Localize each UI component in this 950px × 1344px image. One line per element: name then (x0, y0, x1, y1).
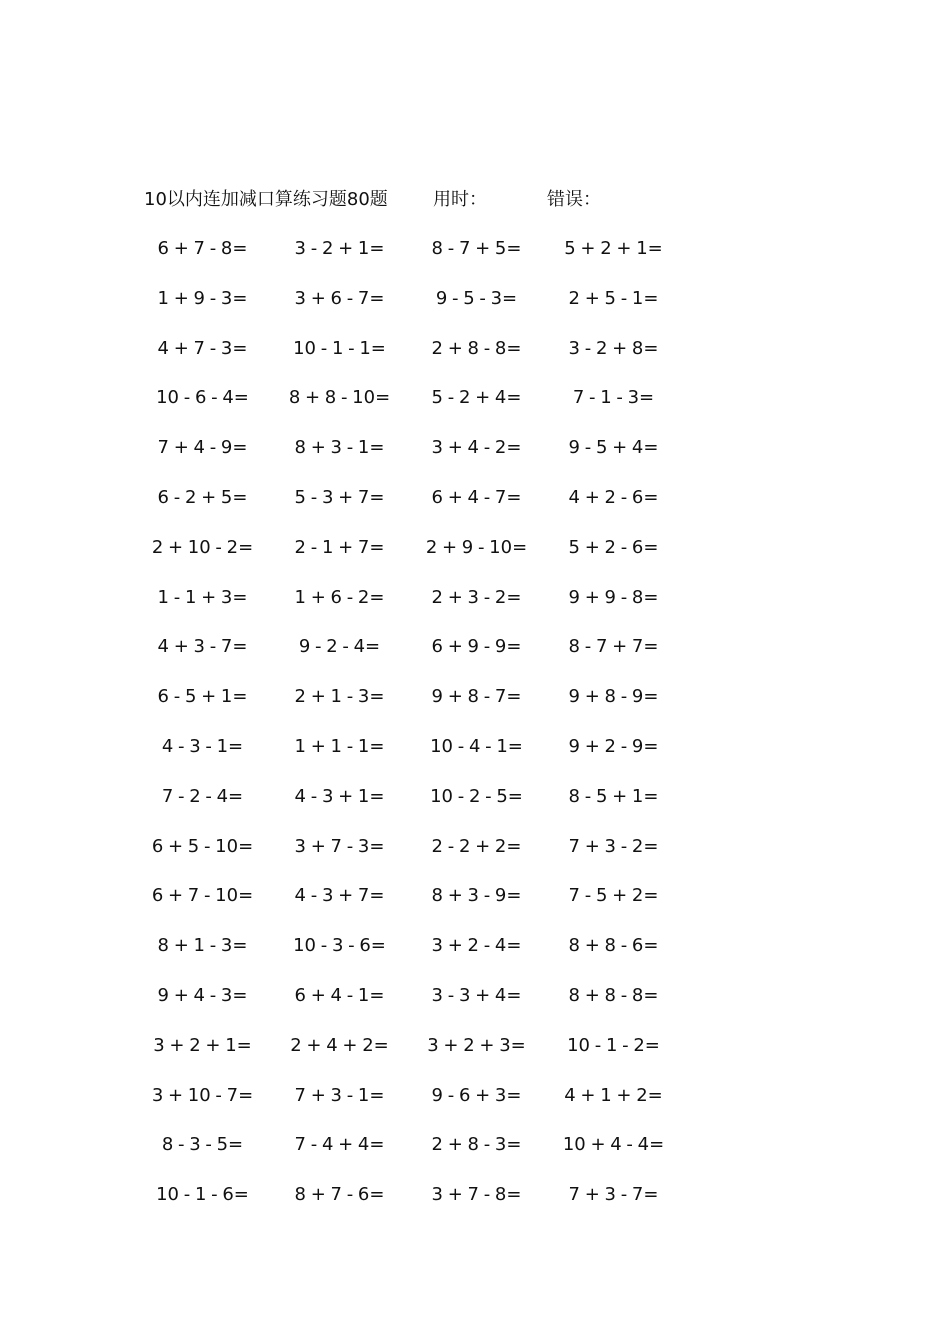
problem-row (130, 286, 690, 336)
problem-item: 2 + 9 - 10= (425, 536, 528, 558)
problem-item: 4 - 3 + 7= (294, 885, 385, 907)
problem-row (130, 435, 690, 485)
problem-item: 4 - 3 - 1= (161, 735, 244, 757)
problem-item: 5 - 2 + 4= (431, 387, 522, 409)
problem-row (130, 535, 690, 585)
problem-item: 10 - 4 - 1= (430, 735, 523, 757)
problem-row (130, 236, 690, 286)
problem-item: 9 - 6 + 3= (431, 1084, 522, 1106)
problem-item: 6 + 4 - 1= (294, 984, 385, 1006)
problem-item: 10 - 1 - 2= (567, 1034, 660, 1056)
problem-item: 9 - 5 - 3= (435, 287, 518, 309)
problem-item: 4 + 7 - 3= (157, 337, 248, 359)
problem-row (130, 684, 690, 734)
problem-item: 7 + 3 - 2= (568, 835, 659, 857)
problem-item: 6 - 5 + 1= (157, 686, 248, 708)
problem-item: 7 + 3 - 1= (294, 1084, 385, 1106)
problem-item: 5 + 2 + 1= (564, 238, 663, 259)
problem-item: 1 + 9 - 3= (157, 287, 248, 309)
problem-item: 2 + 3 - 2= (431, 586, 522, 608)
problem-item: 2 + 4 + 2= (290, 1034, 389, 1056)
time-used-label: 用时： (433, 189, 487, 210)
problem-item: 4 - 3 + 1= (294, 785, 385, 807)
problem-row (130, 336, 690, 386)
problem-row (130, 385, 690, 435)
problem-row (130, 734, 690, 784)
problem-row (130, 1083, 690, 1133)
problem-item: 9 + 4 - 3= (157, 984, 248, 1006)
problem-item: 8 + 3 - 9= (431, 885, 522, 907)
problem-item: 6 + 9 - 9= (431, 636, 522, 658)
problem-item: 5 + 2 - 6= (568, 536, 659, 558)
problem-item: 9 + 2 - 9= (568, 735, 659, 757)
problem-item: 3 + 10 - 7= (151, 1084, 254, 1106)
problem-row (130, 784, 690, 834)
problem-item: 8 - 5 + 1= (568, 785, 659, 807)
problem-item: 6 + 5 - 10= (151, 835, 254, 857)
problem-item: 9 - 2 - 4= (298, 636, 381, 658)
problem-item: 6 + 7 - 8= (157, 238, 248, 259)
problem-item: 3 - 2 + 1= (294, 238, 385, 259)
problem-item: 7 + 4 - 9= (157, 437, 248, 459)
problem-item: 8 + 3 - 1= (294, 437, 385, 459)
problem-item: 9 + 9 - 8= (568, 586, 659, 608)
problem-row (130, 634, 690, 684)
problem-item: 1 - 1 + 3= (157, 586, 248, 608)
problem-row (130, 834, 690, 884)
problem-item: 3 + 2 + 1= (153, 1034, 252, 1056)
problem-item: 4 + 1 + 2= (564, 1084, 663, 1106)
problem-item: 3 + 4 - 2= (431, 437, 522, 459)
problem-row (130, 1182, 690, 1232)
problem-item: 6 - 2 + 5= (157, 486, 248, 508)
problem-item: 9 + 8 - 7= (431, 686, 522, 708)
problem-row (130, 585, 690, 635)
problem-item: 2 + 8 - 3= (431, 1134, 522, 1156)
problem-item: 9 - 5 + 4= (568, 437, 659, 459)
problem-item: 2 - 1 + 7= (294, 536, 385, 558)
problem-row (130, 1033, 690, 1083)
problem-item: 10 - 2 - 5= (430, 785, 523, 807)
problem-item: 5 - 3 + 7= (294, 486, 385, 508)
problem-row (130, 485, 690, 535)
problem-item: 3 + 6 - 7= (294, 287, 385, 309)
problem-item: 3 + 7 - 3= (294, 835, 385, 857)
problem-item: 10 - 1 - 6= (156, 1184, 249, 1206)
problem-item: 7 + 3 - 7= (568, 1184, 659, 1206)
problem-item: 8 - 7 + 7= (568, 636, 659, 658)
problem-item: 2 + 5 - 1= (568, 287, 659, 309)
problem-item: 8 + 8 - 8= (568, 984, 659, 1006)
problem-row (130, 983, 690, 1033)
problem-item: 2 + 10 - 2= (151, 536, 254, 558)
problem-item: 8 + 7 - 6= (294, 1184, 385, 1206)
problem-item: 3 + 2 - 4= (431, 935, 522, 957)
problem-item: 8 + 1 - 3= (157, 935, 248, 957)
problem-item: 8 + 8 - 6= (568, 935, 659, 957)
problem-item: 2 - 2 + 2= (431, 835, 522, 857)
problem-item: 7 - 5 + 2= (568, 885, 659, 907)
problem-item: 3 - 3 + 4= (431, 984, 522, 1006)
problem-item: 7 - 2 - 4= (161, 785, 244, 807)
problem-item: 6 + 7 - 10= (151, 885, 254, 907)
problem-item: 4 + 3 - 7= (157, 636, 248, 658)
problem-item: 8 - 7 + 5= (431, 238, 522, 259)
problem-item: 4 + 2 - 6= (568, 486, 659, 508)
problem-item: 3 + 7 - 8= (431, 1184, 522, 1206)
problem-item: 7 - 4 + 4= (294, 1134, 385, 1156)
problem-item: 1 + 6 - 2= (294, 586, 385, 608)
problem-item: 2 + 8 - 8= (431, 337, 522, 359)
problem-row (130, 933, 690, 983)
problem-item: 9 + 8 - 9= (568, 686, 659, 708)
problem-item: 10 - 1 - 1= (293, 337, 386, 359)
problem-row (130, 883, 690, 933)
problem-item: 7 - 1 - 3= (572, 387, 655, 409)
problem-item: 10 + 4 - 4= (562, 1134, 665, 1156)
problem-item: 8 - 3 - 5= (161, 1134, 244, 1156)
problem-row (130, 1132, 690, 1182)
problem-grid (130, 236, 690, 1232)
problem-item: 6 + 4 - 7= (431, 486, 522, 508)
problem-item: 1 + 1 - 1= (294, 735, 385, 757)
problem-item: 3 - 2 + 8= (568, 337, 659, 359)
problem-item: 2 + 1 - 3= (294, 686, 385, 708)
problem-item: 10 - 3 - 6= (293, 935, 386, 957)
problem-item: 8 + 8 - 10= (288, 387, 391, 409)
errors-label: 错误： (547, 189, 601, 210)
problem-item: 10 - 6 - 4= (156, 387, 249, 409)
problem-item: 3 + 2 + 3= (427, 1034, 526, 1056)
worksheet-title: 10以内连加减口算练习题80题 (144, 189, 388, 210)
